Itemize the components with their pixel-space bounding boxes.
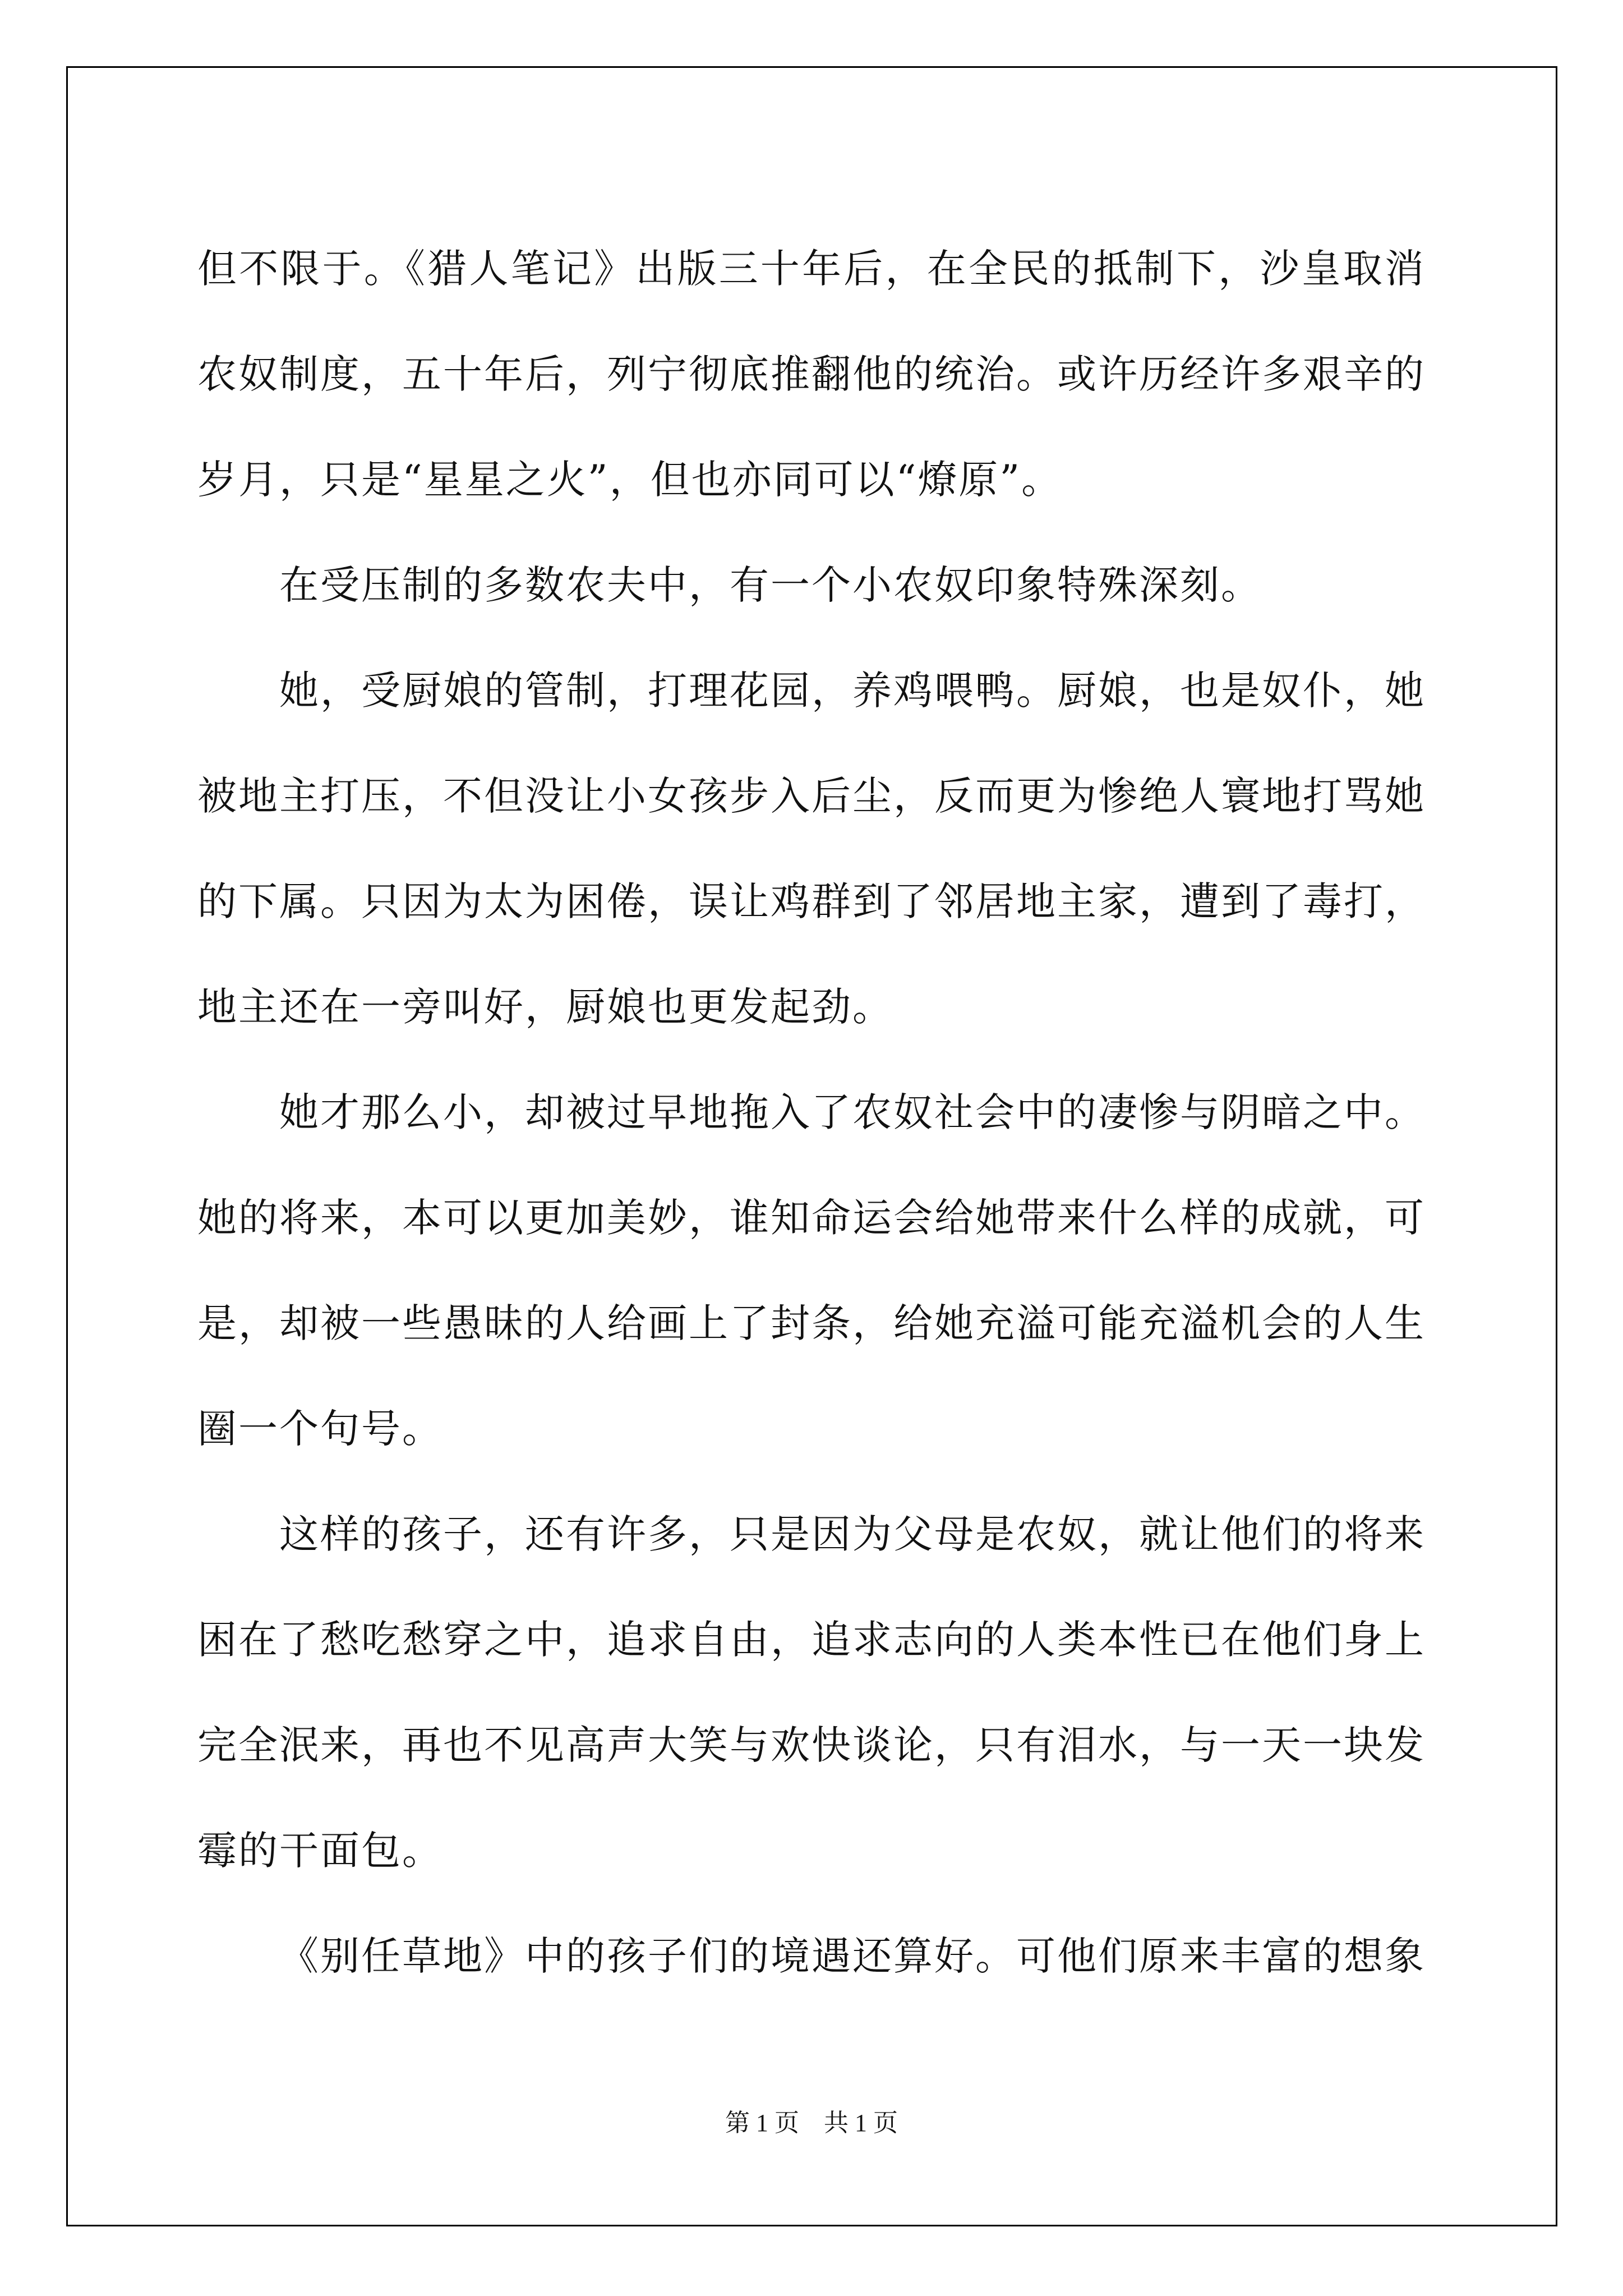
- document-body: [197, 216, 1426, 2009]
- paragraph-3: 她，受厨娘的管制，打理花园，养鸡喂鸭。厨娘，也是奴仆，她被地主打压，不但没让小女孩步入后尘，反而更为惨绝人寰地打骂她的下属。只因为太为困倦，误让鸡群到了邻居地主家，遭到了毒打，地主还在一旁叫好，厨娘也更发起劲。: [197, 668, 1426, 1030]
- paragraph-5: 这样的孩子，还有许多，只是因为父母是农奴，就让他们的将来困在了愁吃愁穿之中，追求自由，追求志向的人类本性已在他们身上完全泯来，再也不见高声大笑与欢快谈论，只有泪水，与一天一块发霉的干面包。: [197, 1511, 1426, 1874]
- page-footer: 第 1 页 共 1 页: [725, 2109, 898, 2137]
- paragraph-2: 在受压制的多数农夫中，有一个小农奴印象特殊深刻。: [279, 562, 1262, 608]
- paragraph-6: 《别任草地》中的孩子们的境遇还算好。可他们原来丰富的想象: [279, 1933, 1426, 1979]
- paragraph-4: 她才那么小，却被过早地拖入了农奴社会中的凄惨与阴暗之中。她的将来，本可以更加美妙，谁知命运会给她带来什么样的成就，可是，却被一些愚昧的人给画上了封条，给她充溢可能充溢机会的人生圈一个句号。: [197, 1089, 1426, 1452]
- paragraph-1: 但不限于。《猎人笔记》出版三十年后，在全民的抵制下，沙皇取消农奴制度，五十年后，列宁彻底推翻他的统治。或许历经许多艰辛的岁月，只是“星星之火”，但也亦同可以“燎原”。: [197, 246, 1426, 503]
